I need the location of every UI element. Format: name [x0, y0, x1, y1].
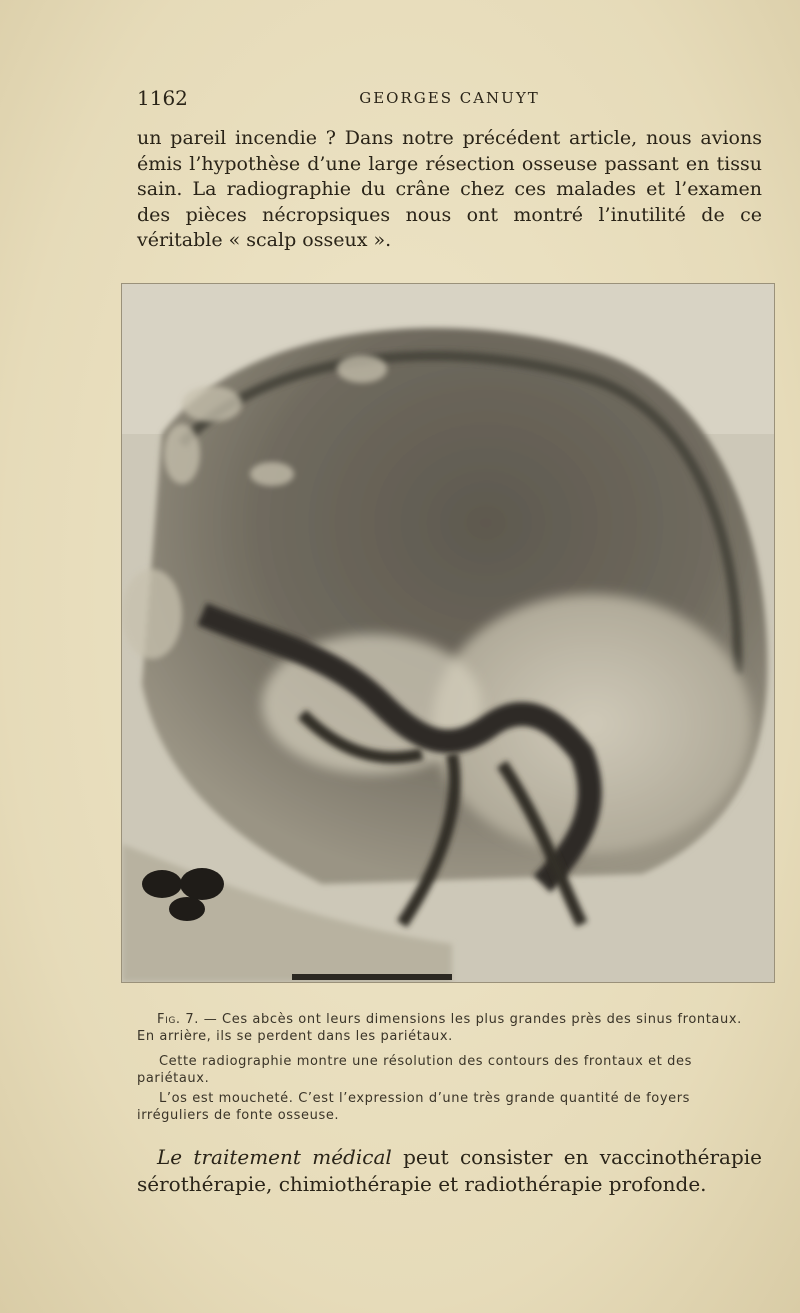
intro-paragraph: un pareil incendie ? Dans notre précédent article, nous avions émis l’hypothèse d’une large résection osseuse passant en tissu sain. La radiographie du crâne chez ces malades et l’examen des pièces nécropsiques nous ont montré l’inutilité de ce véritable « scalp osseux ».	[137, 127, 762, 251]
closing-italic-lead: Le traitement médical	[157, 1145, 392, 1169]
figure-caption-line-3: L’os est moucheté. C’est l’expression d’une très grande quantité de foyers irréguliers de fonte osseuse.	[137, 1091, 691, 1123]
figure-caption-main: — Ces abcès ont leurs dimensions les plus grandes près des sinus frontaux. En arrière, ils se perdent dans les pariétaux.	[137, 1012, 742, 1044]
running-header	[137, 86, 762, 110]
running-head-author: GEORGES CANUYT	[359, 89, 540, 107]
figure-label: Fig. 7.	[157, 1012, 199, 1027]
closing-text: peut consister en vaccinothérapie sérothérapie, chimiothérapie et radiothérapie profonde.	[137, 1145, 762, 1196]
figure-caption-line-2: Cette radiographie montre une résolution des contours des frontaux et des pariétaux.	[137, 1054, 692, 1086]
skull-radiograph	[121, 283, 775, 983]
figure-caption	[137, 1011, 762, 1045]
radiograph-image	[122, 284, 774, 982]
closing-paragraph	[137, 1144, 762, 1198]
page-number: 1162	[137, 86, 188, 110]
